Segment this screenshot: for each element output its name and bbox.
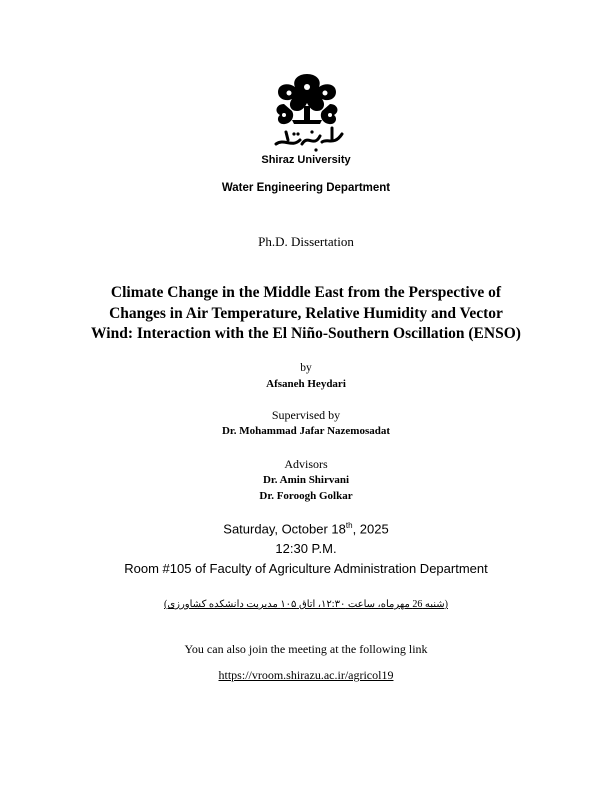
date-year: , 2025: [352, 521, 389, 537]
university-logo: [262, 70, 352, 152]
supervisor-name: Dr. Mohammad Jafar Nazemosadat: [221, 425, 391, 437]
event-room: Room #105 of Faculty of Agriculture Administration Department: [124, 561, 488, 576]
event-date: [0, 521, 612, 536]
department-name: Water Engineering Department: [221, 182, 391, 194]
by-label: by: [300, 362, 312, 374]
date-suffix: th: [345, 521, 353, 530]
university-emblem-icon: [262, 70, 352, 152]
document-type: Ph.D. Dissertation: [258, 234, 354, 249]
persian-note: (شنبه 26 مهرماه، ساعت ۱۲:۳۰، اتاق ۱۰۵ مدیریت دانشکده کشاورزی): [163, 599, 448, 610]
advisors-label: Advisors: [284, 457, 328, 471]
meeting-link[interactable]: https://vroom.shirazu.ac.ir/agricol19: [218, 668, 394, 682]
author-name: Afsaneh Heydari: [266, 378, 346, 390]
dissertation-title: [0, 283, 612, 345]
title-line-3: Wind: Interaction with the El Niño-Southern Oscillation (ENSO): [91, 325, 521, 342]
date-prefix: Saturday, October 18: [223, 521, 346, 537]
event-time: 12:30 P.M.: [275, 541, 337, 556]
advisor-1: Dr. Amin Shirvani: [262, 474, 350, 486]
advisor-2: Dr. Foroogh Golkar: [259, 490, 353, 502]
university-name: Shiraz University: [261, 154, 351, 166]
title-line-1: Climate Change in the Middle East from the Perspective of: [110, 284, 502, 301]
supervised-label: Supervised by: [271, 408, 341, 422]
title-line-2: Changes in Air Temperature, Relative Humidity and Vector: [109, 304, 503, 322]
join-text: You can also join the meeting at the following link: [184, 642, 428, 656]
